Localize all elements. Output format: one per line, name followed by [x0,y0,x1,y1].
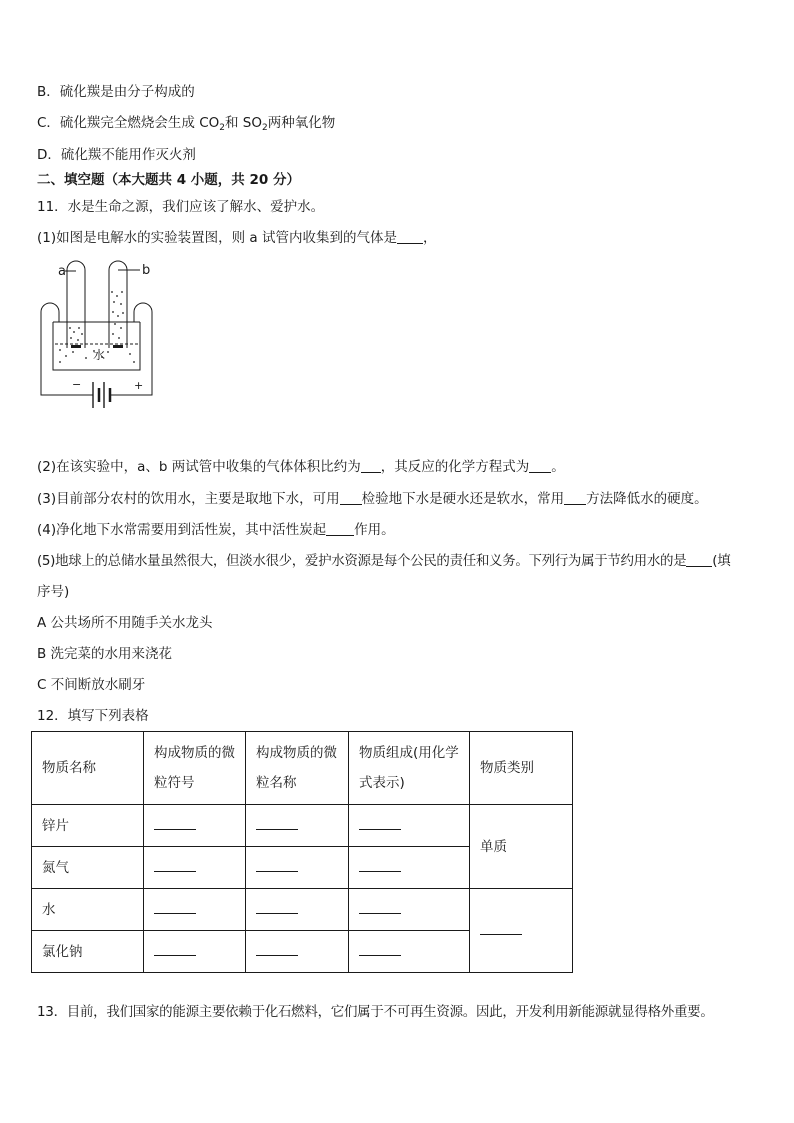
answer-blank[interactable] [359,861,401,872]
category-cell: 单质 [470,805,573,889]
answer-blank[interactable] [686,553,712,567]
answer-cell[interactable] [349,931,470,973]
answer-blank[interactable] [154,861,196,872]
answer-blank[interactable] [359,945,401,956]
test-tube-a [67,261,85,348]
question-text: ，其反应的化学方程式为 [380,459,530,475]
q12-table [31,731,573,973]
q11-part2 [37,458,565,476]
label-a: a [58,264,66,279]
q11-option-b: B 洗完菜的水用来浇花 [37,646,173,662]
answer-cell[interactable] [246,931,349,973]
subscript: 2 [262,123,268,133]
q11-option-c: C 不间断放水刷牙 [37,677,146,693]
answer-blank[interactable] [340,491,362,505]
option-c-text: C．硫化羰完全燃烧会生成 CO [37,115,220,131]
answer-cell[interactable] [246,805,349,847]
q13-stem: 13．目前，我们国家的能源主要依赖于化石燃料，它们属于不可再生资源。因此，开发利用新能源就显得格外重要。 [37,1004,714,1020]
answer-cell[interactable] [144,805,246,847]
question-text: (4)净化地下水常需要用到活性炭，其中活性炭起 [37,522,327,538]
question-text: 。 [551,459,565,475]
q12-stem: 12．填写下列表格 [37,708,149,724]
answer-cell[interactable] [246,889,349,931]
answer-blank[interactable] [359,903,401,914]
header-text: 物质组成(用化学 [359,745,459,761]
answer-cell[interactable] [246,847,349,889]
answer-cell[interactable] [144,889,246,931]
question-text: ， [422,230,437,246]
electrolysis-apparatus-diagram [38,258,168,414]
answer-blank[interactable] [154,903,196,914]
q11-part4 [37,521,395,539]
negative-terminal: − [72,378,82,391]
answer-blank[interactable] [256,819,298,830]
header-cell [246,732,349,805]
question-text: (2)在该实验中，a、b 两试管中收集的气体体积比约为 [37,459,361,475]
option-c-text: 两种氧化物 [267,115,336,131]
answer-cell[interactable] [144,847,246,889]
option-c-text: 和 SO [225,115,263,131]
q11-stem: 11．水是生命之源，我们应该了解水、爱护水。 [37,199,325,215]
answer-cell[interactable] [349,889,470,931]
question-text: (填 [712,553,731,569]
subscript: 2 [219,123,226,133]
test-tube-b [109,261,127,348]
q11-option-a: A 公共场所不用随手关水龙头 [37,615,213,631]
question-text: 作用。 [354,522,395,538]
water-label: 水 [93,348,106,362]
header-text: 构成物质的微 [154,745,235,761]
q11-part3 [37,490,708,508]
header-text: 式表示) [359,775,405,791]
option-d: D．硫化羰不能用作灭火剂 [37,147,196,163]
answer-blank[interactable] [154,945,196,956]
answer-blank[interactable] [256,861,298,872]
left-wire [41,303,59,395]
answer-blank[interactable] [154,819,196,830]
substance-name: 氮气 [32,847,144,889]
positive-terminal: + [134,379,144,392]
answer-blank[interactable] [361,459,381,473]
answer-blank[interactable] [256,903,298,914]
question-text: (5)地球上的总储水量虽然很大，但淡水很少，爱护水资源是每个公民的责任和义务。下列行为属于节约用水的是 [37,553,687,569]
table-header-row [32,732,573,805]
header-text: 粒名称 [256,775,297,791]
header-cell [470,732,573,805]
q11-part1 [37,229,436,247]
q11-part5-line1 [37,552,730,570]
question-text: (3)目前部分农村的饮用水，主要是取地下水，可用 [37,491,340,507]
table-row [32,805,573,847]
answer-blank[interactable] [326,522,354,536]
answer-blank[interactable] [564,491,586,505]
substance-name: 水 [32,889,144,931]
question-text: 方法降低水的硬度。 [586,491,708,507]
option-c [37,114,335,132]
answer-blank[interactable] [529,459,551,473]
category-answer-cell[interactable] [470,889,573,973]
answer-cell[interactable] [144,931,246,973]
question-text: 检验地下水是硬水还是软水，常用 [361,491,565,507]
header-text: 物质类别 [480,760,534,776]
electrode-b [113,345,123,348]
answer-blank[interactable] [359,819,401,830]
substance-name: 锌片 [32,805,144,847]
header-text: 粒符号 [154,775,195,791]
header-cell [32,732,144,805]
answer-cell[interactable] [349,805,470,847]
question-text: (1)如图是电解水的实验装置图，则 a 试管内收集到的气体是 [37,230,397,246]
header-cell [349,732,470,805]
substance-name: 氯化钠 [32,931,144,973]
table-row [32,889,573,931]
answer-blank[interactable] [397,230,423,244]
answer-blank[interactable] [256,945,298,956]
electrode-a [71,345,81,348]
header-text: 物质名称 [42,760,96,776]
label-b: b [142,263,151,278]
header-cell [144,732,246,805]
answer-cell[interactable] [349,847,470,889]
section-title: 二、填空题（本大题共 4 小题，共 20 分） [37,172,300,188]
q11-part5-line2: 序号) [37,584,70,600]
answer-blank[interactable] [480,926,522,935]
option-b: B．硫化羰是由分子构成的 [37,84,195,100]
header-text: 构成物质的微 [256,745,337,761]
